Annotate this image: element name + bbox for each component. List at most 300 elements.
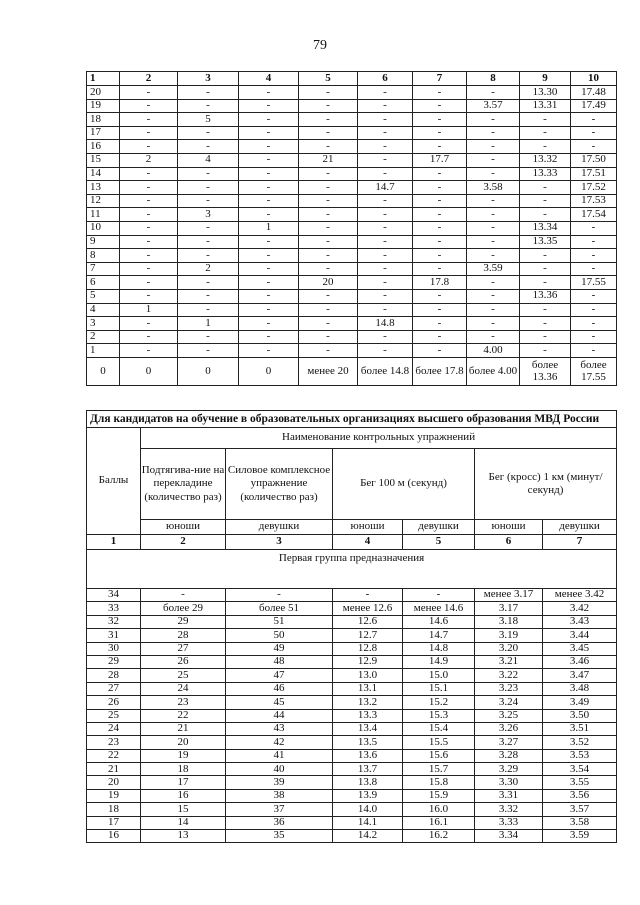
table-cell: 48 [226,655,333,668]
table-cell: - [239,289,299,303]
table-cell: - [358,330,413,344]
table-cell: 12 [87,194,120,208]
table-cell: 26 [141,655,226,668]
table-cell: 17.52 [571,181,617,195]
table-cell: - [120,140,178,154]
table-row [87,816,617,829]
table-cell: 3.21 [475,655,543,668]
table-cell: 14.9 [403,655,475,668]
table-cell: более 13.36 [520,357,571,385]
table-cell: 13.36 [520,289,571,303]
table-cell: 18 [87,113,120,127]
table-cell: 29 [141,615,226,628]
table-cell: 34 [87,589,141,602]
table-row [87,709,617,722]
table-cell: 15.3 [403,709,475,722]
table-cell: - [239,249,299,263]
table-cell: 1 [178,317,239,331]
table-cell: 13.8 [333,776,403,789]
table-cell: - [299,289,358,303]
table-cell: - [413,249,467,263]
table-cell: - [239,181,299,195]
table-cell: более 29 [141,602,226,615]
table-row [87,113,617,127]
table-row [87,655,617,668]
table-cell: - [571,113,617,127]
table-cell: - [239,86,299,100]
table-cell: 41 [226,749,333,762]
table-cell: 3.57 [467,99,520,113]
table-cell: - [120,289,178,303]
table-cell: - [413,317,467,331]
table-cell: 3.58 [543,816,617,829]
table-cell: - [299,126,358,140]
table-cell: 19 [87,789,141,802]
table-cell: 17.50 [571,153,617,167]
table-cell: - [239,344,299,358]
table-cell: 13.5 [333,736,403,749]
table-cell: - [520,208,571,222]
table-row [87,276,617,290]
table-cell: - [520,276,571,290]
table-cell: - [413,235,467,249]
table-cell: менее 14.6 [403,602,475,615]
table-row [87,289,617,303]
table-cell: - [571,262,617,276]
table-cell: 4.00 [467,344,520,358]
table-cell: 49 [226,642,333,655]
table-cell: - [467,276,520,290]
table-cell: 43 [226,722,333,735]
table-row [87,357,617,385]
table-row [87,249,617,263]
table-cell: 15.1 [403,682,475,695]
table-row [87,696,617,709]
table-cell: - [467,113,520,127]
table-cell: 51 [226,615,333,628]
table-cell: - [571,344,617,358]
table-cell: - [299,181,358,195]
table-cell: 3.59 [543,830,617,843]
table-cell: 15.4 [403,722,475,735]
table-cell: 50 [226,629,333,642]
table-cell: 1 [120,303,178,317]
table-cell: более 4.00 [467,357,520,385]
table-cell: - [358,249,413,263]
table-cell: 13.7 [333,763,403,776]
table-cell: - [239,317,299,331]
table-cell: - [571,303,617,317]
table-cell: - [299,249,358,263]
table-cell: 2 [120,153,178,167]
table-cell: - [120,317,178,331]
table-cell: - [178,126,239,140]
table-cell: 25 [87,709,141,722]
table-cell: 37 [226,803,333,816]
table-cell: - [299,194,358,208]
table-cell: - [571,126,617,140]
table-row [87,235,617,249]
table-cell: 3.51 [543,722,617,735]
table-cell: - [358,113,413,127]
table-cell: 17.8 [413,276,467,290]
table-cell: - [520,126,571,140]
pullups-boys-header: юноши [141,520,226,535]
table-cell: - [467,330,520,344]
table-cell: - [120,126,178,140]
table-cell: - [467,249,520,263]
table-cell: - [467,153,520,167]
table-cell: - [120,235,178,249]
table-cell: 17.49 [571,99,617,113]
table-cell: 20 [141,736,226,749]
table-cell: 20 [299,276,358,290]
table-cell: 3.18 [475,615,543,628]
table-cell: 44 [226,709,333,722]
table-cell: 1 [239,221,299,235]
table-cell: 18 [141,763,226,776]
table-cell: - [239,262,299,276]
table-cell: 8 [467,72,520,86]
table-cell: 11 [87,208,120,222]
table-cell: 27 [141,642,226,655]
table-cell: 15.5 [403,736,475,749]
table-cell: 3.50 [543,709,617,722]
table-cell: - [571,140,617,154]
table-cell: менее 3.42 [543,589,617,602]
table-cell: - [571,317,617,331]
table-cell: 19 [87,99,120,113]
table-cell: 14.7 [358,181,413,195]
table-cell: - [120,276,178,290]
candidate-standards-table [86,410,617,843]
column-number: 2 [141,535,226,550]
table-cell: - [178,235,239,249]
table-cell: - [358,86,413,100]
table-cell: 3.53 [543,749,617,762]
table-cell: - [178,194,239,208]
table-cell: - [178,276,239,290]
table-cell: 38 [226,789,333,802]
table-cell: - [413,262,467,276]
table-cell: 13.2 [333,696,403,709]
table-cell: - [120,262,178,276]
table-cell: 6 [358,72,413,86]
table-cell: - [571,249,617,263]
table-cell: 3.20 [475,642,543,655]
table-cell: 16 [87,830,141,843]
table-row [87,669,617,682]
table-cell: - [358,99,413,113]
table-row [87,722,617,735]
table-row [87,629,617,642]
table-cell: более 17.55 [571,357,617,385]
table-cell: - [571,221,617,235]
table-cell: 13.30 [520,86,571,100]
table-cell: - [333,589,403,602]
pullups-header: Подтягива-ние на перекладине (количество раз) [141,449,226,520]
table-cell: - [358,221,413,235]
table-cell: 24 [141,682,226,695]
table-cell: 15.7 [403,763,475,776]
table-cell: 12.7 [333,629,403,642]
run100-girls-header: девушки [403,520,475,535]
table-cell: менее 12.6 [333,602,403,615]
run1km-girls-header: девушки [543,520,617,535]
table-row [87,736,617,749]
table-cell: 14.8 [358,317,413,331]
table-cell: - [467,86,520,100]
table-cell: - [299,86,358,100]
run1km-boys-header: юноши [475,520,543,535]
table-cell: - [178,289,239,303]
table-cell: 35 [226,830,333,843]
table-cell: 23 [87,736,141,749]
table-cell: - [239,194,299,208]
table-cell: 3.27 [475,736,543,749]
table-cell: - [120,330,178,344]
table-cell: - [520,181,571,195]
table-cell: 15.6 [403,749,475,762]
table-cell: 20 [87,776,141,789]
table-cell: менее 20 [299,357,358,385]
run100-boys-header: юноши [333,520,403,535]
table-row [87,262,617,276]
table-cell: 12.8 [333,642,403,655]
table-cell: 2 [178,262,239,276]
table-cell: 3.22 [475,669,543,682]
table-cell: - [178,140,239,154]
column-number-row [87,535,617,550]
table-cell: - [520,140,571,154]
table-row [87,749,617,762]
table-cell: - [239,208,299,222]
table-cell: 14.2 [333,830,403,843]
table-row [87,99,617,113]
table-cell: - [413,140,467,154]
table-cell: - [467,208,520,222]
table-cell: 2 [120,72,178,86]
table-cell: 15 [141,803,226,816]
table-cell: 10 [571,72,617,86]
table-cell: 13.33 [520,167,571,181]
header-row [87,72,617,86]
table-cell: 17 [87,126,120,140]
table-row [87,789,617,802]
table-cell: - [413,221,467,235]
table-cell: 13.6 [333,749,403,762]
table-cell: 3.57 [543,803,617,816]
table-row [87,140,617,154]
table-cell: 21 [299,153,358,167]
table-cell: - [178,303,239,317]
table-cell: - [178,181,239,195]
table-row [87,330,617,344]
table-cell: 3.55 [543,776,617,789]
table-cell: - [358,276,413,290]
table-cell: - [299,208,358,222]
table-row [87,194,617,208]
table-cell: 4 [239,72,299,86]
table-cell: 47 [226,669,333,682]
table-cell: 9 [87,235,120,249]
table-cell: - [413,181,467,195]
table-row [87,589,617,602]
table-cell: 13.4 [333,722,403,735]
table-cell: 18 [87,803,141,816]
table-cell: 20 [87,86,120,100]
table-row [87,344,617,358]
group-label: Первая группа предназначения [87,550,617,589]
table-cell: 3.47 [543,669,617,682]
table-cell: - [467,167,520,181]
table-cell: - [571,330,617,344]
table-row [87,208,617,222]
table-cell: 3.32 [475,803,543,816]
table-cell: более 51 [226,602,333,615]
table-cell: 40 [226,763,333,776]
table-cell: 3.56 [543,789,617,802]
table-cell: - [120,221,178,235]
table-cell: - [299,99,358,113]
table-cell: - [239,276,299,290]
strength-girls-header: девушки [226,520,333,535]
table-row [87,602,617,615]
table-cell: - [178,86,239,100]
table-cell: - [358,303,413,317]
table-cell: - [358,126,413,140]
table-cell: 5 [178,113,239,127]
table-cell: - [239,140,299,154]
table-cell: 16 [141,789,226,802]
table-cell: 19 [141,749,226,762]
table-cell: 13.32 [520,153,571,167]
table-cell: - [299,344,358,358]
table-cell: 3.29 [475,763,543,776]
table-row [87,830,617,843]
table-cell: 3 [178,208,239,222]
table-cell: 15.8 [403,776,475,789]
table-cell: - [299,167,358,181]
table-row [87,167,617,181]
table-cell: 31 [87,629,141,642]
table-cell: 3 [87,317,120,331]
table-cell: 26 [87,696,141,709]
table-cell: более 14.8 [358,357,413,385]
table-cell: 3.58 [467,181,520,195]
table-cell: 7 [413,72,467,86]
table-cell: 14 [87,167,120,181]
table-cell: 8 [87,249,120,263]
table-row [87,303,617,317]
table-cell: 13 [141,830,226,843]
column-number: 5 [403,535,475,550]
table-row [87,803,617,816]
table-cell: - [299,235,358,249]
table-cell: 3.46 [543,655,617,668]
table-row [87,776,617,789]
exercise-header: Наименование контрольных упражнений [141,428,617,449]
table-cell: - [358,208,413,222]
table-cell: 12.6 [333,615,403,628]
table-cell: - [120,208,178,222]
table-cell: - [239,235,299,249]
table-cell: 29 [87,655,141,668]
table-cell: - [358,167,413,181]
table-cell: - [413,303,467,317]
table-cell: - [120,86,178,100]
table-cell: 12.9 [333,655,403,668]
table-cell: - [239,126,299,140]
table-cell: 32 [87,615,141,628]
table-cell: 2 [87,330,120,344]
table-cell: 13.35 [520,235,571,249]
table-cell: 25 [141,669,226,682]
table-cell: - [467,221,520,235]
table-cell: - [413,289,467,303]
score-table-continued [86,71,617,386]
table-cell: - [467,126,520,140]
table-cell: 3.43 [543,615,617,628]
table-cell: - [120,99,178,113]
table-cell: 14.8 [403,642,475,655]
table-cell: 4 [178,153,239,167]
table-cell: 5 [299,72,358,86]
table-cell: 5 [87,289,120,303]
table-row [87,642,617,655]
table-cell: 7 [87,262,120,276]
table-cell: - [178,249,239,263]
table-cell: - [239,99,299,113]
page-number: 79 [313,38,327,53]
table-cell: - [413,167,467,181]
table-cell: - [239,303,299,317]
table-cell: 16.1 [403,816,475,829]
table-cell: - [299,303,358,317]
table-cell: 13 [87,181,120,195]
table-cell: - [120,113,178,127]
table-cell: 13.34 [520,221,571,235]
table-cell: 10 [87,221,120,235]
table-cell: 3.19 [475,629,543,642]
table-cell: - [141,589,226,602]
table-cell: 14.7 [403,629,475,642]
run-100m-header: Бег 100 м (секунд) [333,449,475,520]
table-cell: 3.28 [475,749,543,762]
table-cell: 3.49 [543,696,617,709]
table-cell: - [520,249,571,263]
table-cell: более 17.8 [413,357,467,385]
table-cell: - [120,249,178,263]
table-cell: 15 [87,153,120,167]
table-cell: 16.0 [403,803,475,816]
table-cell: - [299,262,358,276]
table-row [87,763,617,776]
table-cell: - [358,344,413,358]
table-cell: - [413,330,467,344]
table-row [87,153,617,167]
table-cell: - [120,344,178,358]
table-cell: - [178,344,239,358]
table-cell: 3.42 [543,602,617,615]
table-cell: 14.1 [333,816,403,829]
table-cell: - [299,221,358,235]
table-cell: - [120,167,178,181]
table-cell: 0 [87,357,120,385]
table-cell: - [520,330,571,344]
table-cell: 3.52 [543,736,617,749]
table-cell: 17 [87,816,141,829]
